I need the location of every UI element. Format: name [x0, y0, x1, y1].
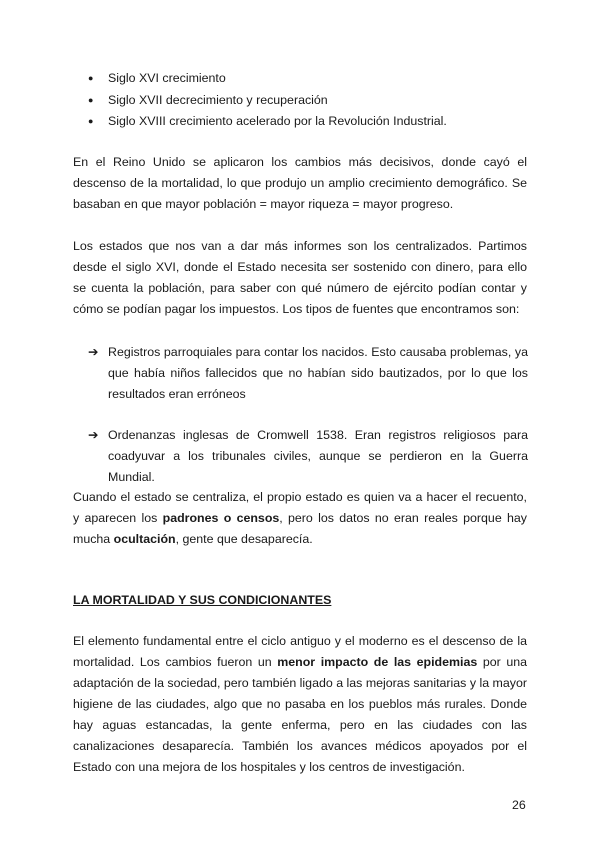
arrow-list-item: [88, 342, 528, 405]
bold-term-padrones: padrones o censos: [162, 511, 280, 525]
arrow-item-text: Registros parroquiales para contar los nacidos. Esto causaba problemas, ya que había niños fallecidos que no habían sido bautizados, por lo que los resultados eran erróneos: [108, 345, 528, 401]
arrow-item-text: Ordenanzas inglesas de Cromwell 1538. Eran registros religiosos para coadyuvar a los tribunales civiles, aunque se perdieron en la Guerra Mundial.: [108, 428, 528, 484]
section-heading: LA MORTALIDAD Y SUS CONDICIONANTES: [73, 593, 332, 607]
bold-term-epidemias: menor impacto de las epidemias: [277, 655, 478, 669]
arrow-bullet-icon: ➔: [88, 345, 99, 359]
paragraph-reino-unido: En el Reino Unido se aplicaron los cambios más decisivos, donde cayó el descenso de la mortalidad, lo que produjo un amplio crecimiento demográfico. Se basaban en que mayor población = mayor riqueza = mayor progreso.: [73, 155, 527, 211]
arrow-bullet-icon: ➔: [88, 428, 99, 442]
bold-term-ocultacion: ocultación: [113, 532, 176, 546]
bullet-item: ● Siglo XVI crecimiento: [88, 68, 528, 90]
paragraph-mortalidad: [73, 631, 527, 778]
text-run: , pero los datos no eran reales porque hay mucha: [73, 511, 527, 546]
text-run: El elemento fundamental entre el ciclo antiguo y el moderno es el descenso de la mortalidad. Los cambios fueron un: [73, 634, 527, 669]
page-number: 26: [512, 798, 526, 812]
arrow-list-item: [88, 425, 528, 488]
bullet-item: ● Siglo XVII decrecimiento y recuperación: [88, 90, 528, 112]
text-run: , gente que desaparecía.: [175, 532, 313, 546]
paragraph-censos: [73, 487, 527, 550]
text-run: Cuando el estado se centraliza, el propio estado es quien va a hacer el recuento, y aparecen los: [73, 490, 527, 525]
bullet-item: ● Siglo XVIII crecimiento acelerado por la Revolución Industrial.: [88, 111, 528, 133]
century-bullet-list: [88, 68, 528, 133]
paragraph-estados-centralizados: Los estados que nos van a dar más informes son los centralizados. Partimos desde el siglo XVI, donde el Estado necesita ser sostenido con dinero, para ello se cuenta la población, para saber con qué número de ejército podían contar y cómo se podían pagar los impuestos. Los tipos de fuentes que encontramos son:: [73, 239, 527, 316]
text-run: por una adaptación de la sociedad, pero también ligado a las mejoras sanitarias y la mayor higiene de las ciudades, algo que no pasaba en los pueblos más rurales. Donde hay aguas estancadas, la gente enferma, pero en las ciudades con las canalizaciones desaparecía. También los avances médicos apoyados por el Estado con una mejora de los hospitales y los centros de investigación.: [73, 655, 527, 774]
